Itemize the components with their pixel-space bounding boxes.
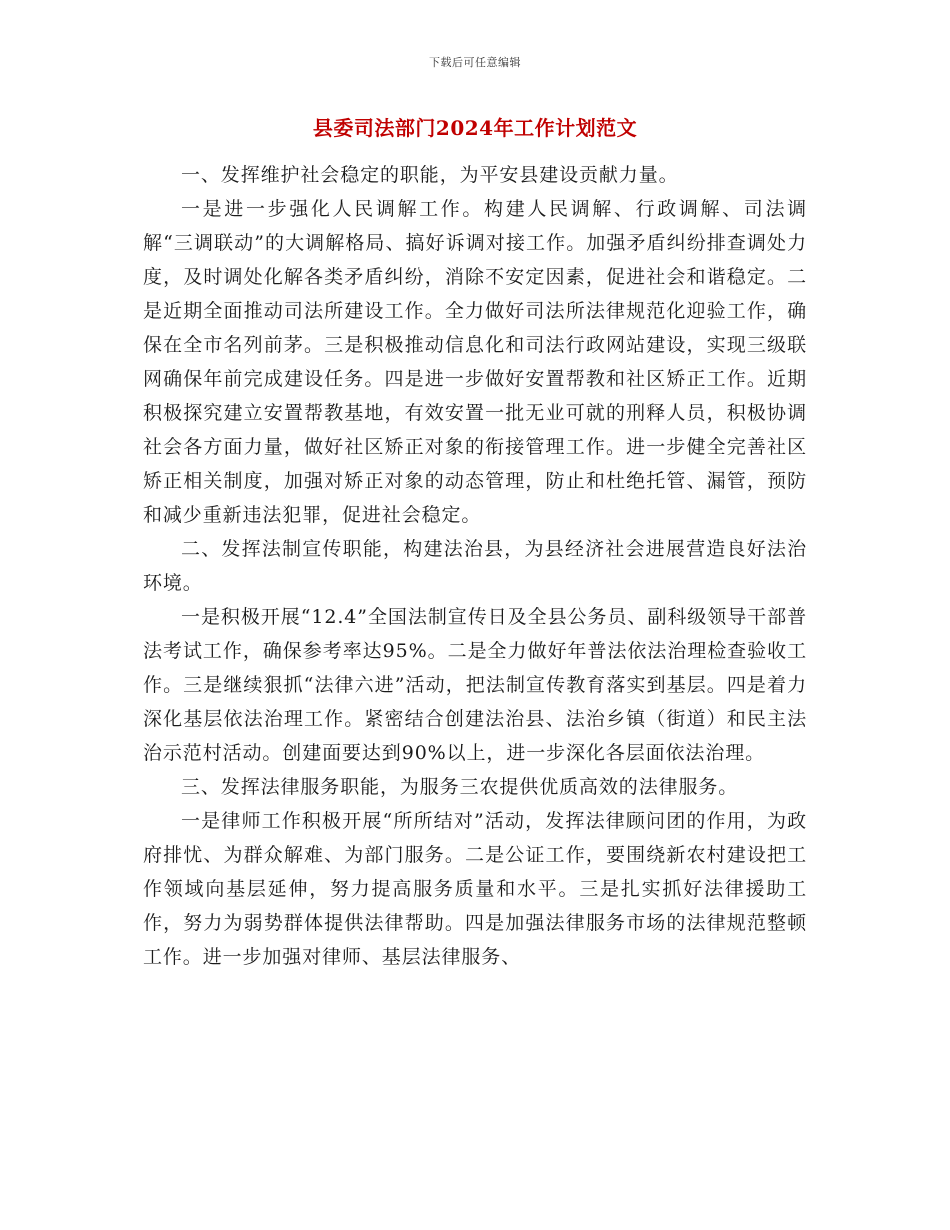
section-heading-3: 三、发挥法律服务职能，为服务三农提供优质高效的法律服务。 bbox=[181, 776, 739, 798]
paragraph-1: 一是进一步强化人民调解工作。构建人民调解、行政调解、司法调解“三调联动”的大调解格局、搞好诉调对接工作。加强矛盾纠纷排查调处力度，及时调处化解各类矛盾纠纷，消除不安定因素，促进社会和谐稳定。二是近期全面推动司法所建设工作。全力做好司法所法律规范化迎验工作，确保在全市名列前茅。三是积极推动信息化和司法行政网站建设，实现三级联网确保年前完成建设任务。四是进一步做好安置帮教和社区矫正工作。近期积极探究建立安置帮教基地，有效安置一批无业可就的刑释人员，积极协调社会各方面力量，做好社区矫正对象的衔接管理工作。进一步健全完善社区矫正相关制度，加强对矫正对象的动态管理，防止和杜绝托管、漏管，预防和减少重新违法犯罪，促进社会稳定。 bbox=[143, 198, 807, 526]
section-heading-2: 二、发挥法制宣传职能，构建法治县，为县经济社会进展营造良好法治环境。 bbox=[143, 538, 807, 594]
paragraph-3: 一是律师工作积极开展“所所结对”活动，发挥法律顾问团的作用，为政府排忧、为群众解难、为部门服务。二是公证工作，要围绕新农村建设把工作领域向基层延伸，努力提高服务质量和水平。三是扎实抓好法律援助工作，努力为弱势群体提供法律帮助。四是加强法律服务市场的法律规范整顿工作。进一步加强对律师、基层法律服务、 bbox=[143, 810, 807, 968]
document-body bbox=[143, 158, 807, 974]
paragraph-2: 一是积极开展“12.4”全国法制宣传日及全县公务员、副科级领导干部普法考试工作，确保参考率达95%。二是全力做好年普法依法治理检查验收工作。三是继续狠抓“法律六进”活动，把法制宣传教育落实到基层。四是着力深化基层依法治理工作。紧密结合创建法治县、法治乡镇（街道）和民主法治示范村活动。创建面要达到90%以上，进一步深化各层面依法治理。 bbox=[143, 606, 807, 764]
header-note: 下载后可任意编辑 bbox=[429, 56, 521, 69]
document-title: 县委司法部门2024年工作计划范文 bbox=[312, 116, 638, 140]
section-heading-1: 一、发挥维护社会稳定的职能，为平安县建设贡献力量。 bbox=[181, 164, 679, 186]
